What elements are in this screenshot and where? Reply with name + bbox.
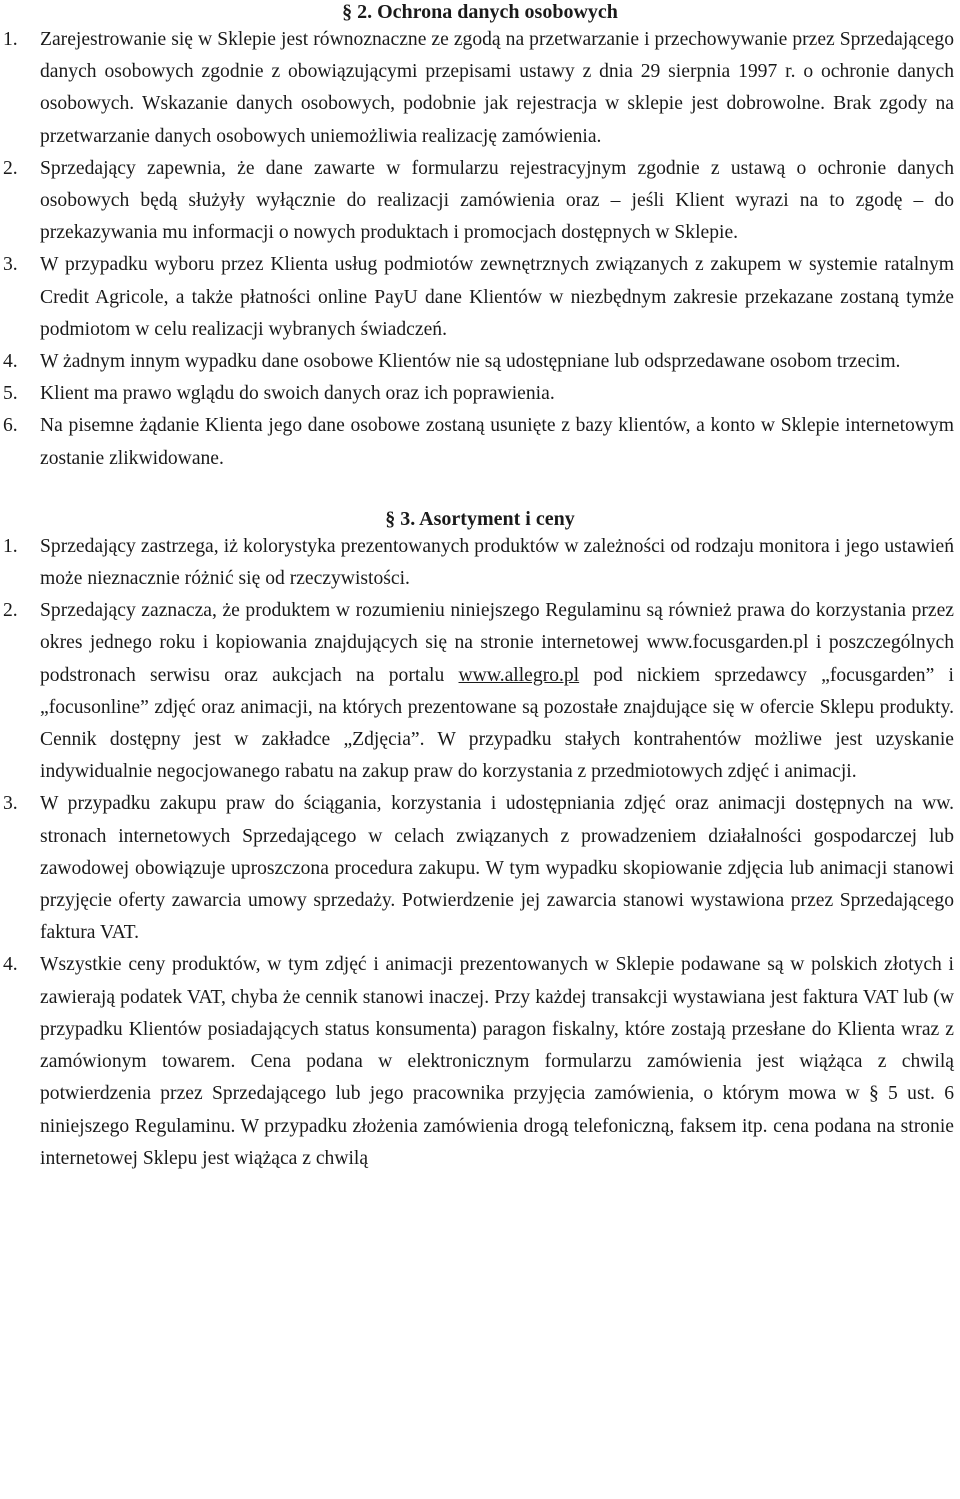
list-item [0, 249, 960, 346]
item-number: 3. [3, 793, 18, 815]
item-number: 2. [3, 600, 18, 622]
item-number: 2. [3, 157, 18, 179]
item-number: 4. [3, 954, 18, 976]
list-item [0, 410, 960, 474]
list-item [0, 531, 960, 595]
item-text: Na pisemne żądanie Klienta jego dane osobowe zostaną usunięte z bazy klientów, a konto w Sklepie internetowym zostanie zlikwidowane. [40, 415, 954, 469]
section-3-list [0, 531, 960, 1175]
item-text: Sprzedający zastrzega, iż kolorystyka prezentowanych produktów w zależności od rodzaju monitora i jego ustawień może nieznacznie różnić się od rzeczywistości. [40, 535, 954, 590]
list-item [0, 153, 960, 250]
item-number: 6. [3, 415, 18, 437]
item-text: Wszystkie ceny produktów, w tym zdjęć i animacji prezentowanych w Sklepie podawane są w polskich złotych i zawierają podatek VAT, chyba że cennik stanowi inaczej. Przy każdej transakcji wystawiana jest faktura VAT lub (w przypadku Klientów posiadających status konsumenta) paragon fiskalny, które zostają przesłane do Klienta wraz z zamówionym towarem. Cena podana w elektronicznym formularzu zamówienia jest wiążąca z chwilą potwierdzenia przez Sprzedającego lub jego pracownika przyjęcia zamówienia, o którym mowa w § 5 ust. 6 niniejszego Regulaminu. W przypadku złożenia zamówienia drogą telefoniczną, faksem itp. cena podana na stronie internetowej Sklepu jest wiążąca z chwilą [40, 954, 954, 1169]
item-number: 3. [3, 254, 18, 276]
section-2-list [0, 24, 960, 475]
item-text-after-link: pod nickiem sprzedawcy „focusgarden” i „focusonline” zdjęć oraz animacji, na których prezentowane są pozostałe znajdujące się w ofercie Sklepu produkty. Cennik dostępny jest w zakładce „Zdjęcia”. W przypadku stałych kontrahentów możliwe jest uzyskanie indywidualnie negocjowanego rabatu na zakup praw do korzystania z przedmiotowych zdjęć i animacji. [40, 664, 955, 783]
list-item [0, 949, 960, 1174]
item-text: Zarejestrowanie się w Sklepie jest równoznaczne ze zgodą na przetwarzanie i przechowywanie przez Sprzedającego danych osobowych zgodnie z obowiązującymi przepisami ustawy z dnia 29 sierpnia 1997 r. o ochronie danych osobowych. Wskazanie danych osobowych, podobnie jak rejestracja w sklepie jest dobrowolne. Brak zgody na przetwarzanie danych osobowych uniemożliwia realizację zamówienia. [40, 29, 954, 147]
item-text: W żadnym innym wypadku dane osobowe Klientów nie są udostępniane lub odsprzedawane osobom trzecim. [40, 351, 901, 373]
item-text: Sprzedający zapewnia, że dane zawarte w formularzu rejestracyjnym zgodnie z ustawą o ochronie danych osobowych będą służyły wyłącznie do realizacji zamówienia oraz – jeśli Klient wyrazi na to zgodę – do przekazywania mu informacji o nowych produktach i promocjach dostępnych w Sklepie. [40, 157, 954, 244]
list-item [0, 346, 960, 378]
item-number: 1. [3, 29, 18, 50]
section-3-heading: § 3. Asortyment i ceny [385, 507, 575, 530]
item-text: Klient ma prawo wglądu do swoich danych oraz ich poprawienia. [40, 383, 555, 405]
item-text: W przypadku zakupu praw do ściągania, korzystania i udostępniania zdjęć oraz animacji dostępnych na ww. stronach internetowych Sprzedającego w celach związanych z prowadzeniem działalności gospodarczej lub zawodowej obowiązuje uproszczona procedura zakupu. W tym wypadku skopiowanie zdjęcia lub animacji stanowi przyjęcie oferty zawarcia umowy sprzedaży. Potwierdzenie jej zawarcia stanowi wystawiona przez Sprzedającego faktura VAT. [40, 793, 954, 944]
item-number: 1. [3, 535, 18, 557]
allegro-link[interactable]: www.allegro.pl [458, 664, 580, 686]
item-text-before-link: Sprzedający zaznacza, że produktem w rozumieniu niniejszego Regulaminu są również prawa do korzystania przez okres jednego roku i kopiowania znajdujących się na stronie internetowej www.focusgarden.pl i poszczególnych podstronach serwisu oraz aukcjach na portalu [40, 600, 954, 686]
list-item [0, 24, 960, 153]
list-item [0, 788, 960, 949]
list-item [0, 595, 960, 788]
list-item [0, 378, 960, 410]
section-2-heading: § 2. Ochrona danych osobowych [342, 1, 618, 23]
item-number: 4. [3, 351, 18, 373]
item-text: W przypadku wyboru przez Klienta usług podmiotów zewnętrznych związanych z zakupem w systemie ratalnym Credit Agricole, a także płatności online PayU dane Klientów w niezbędnym zakresie przekazane zostaną tymże podmiotom w celu realizacji wybranych świadczeń. [40, 254, 954, 340]
item-number: 5. [3, 383, 18, 405]
